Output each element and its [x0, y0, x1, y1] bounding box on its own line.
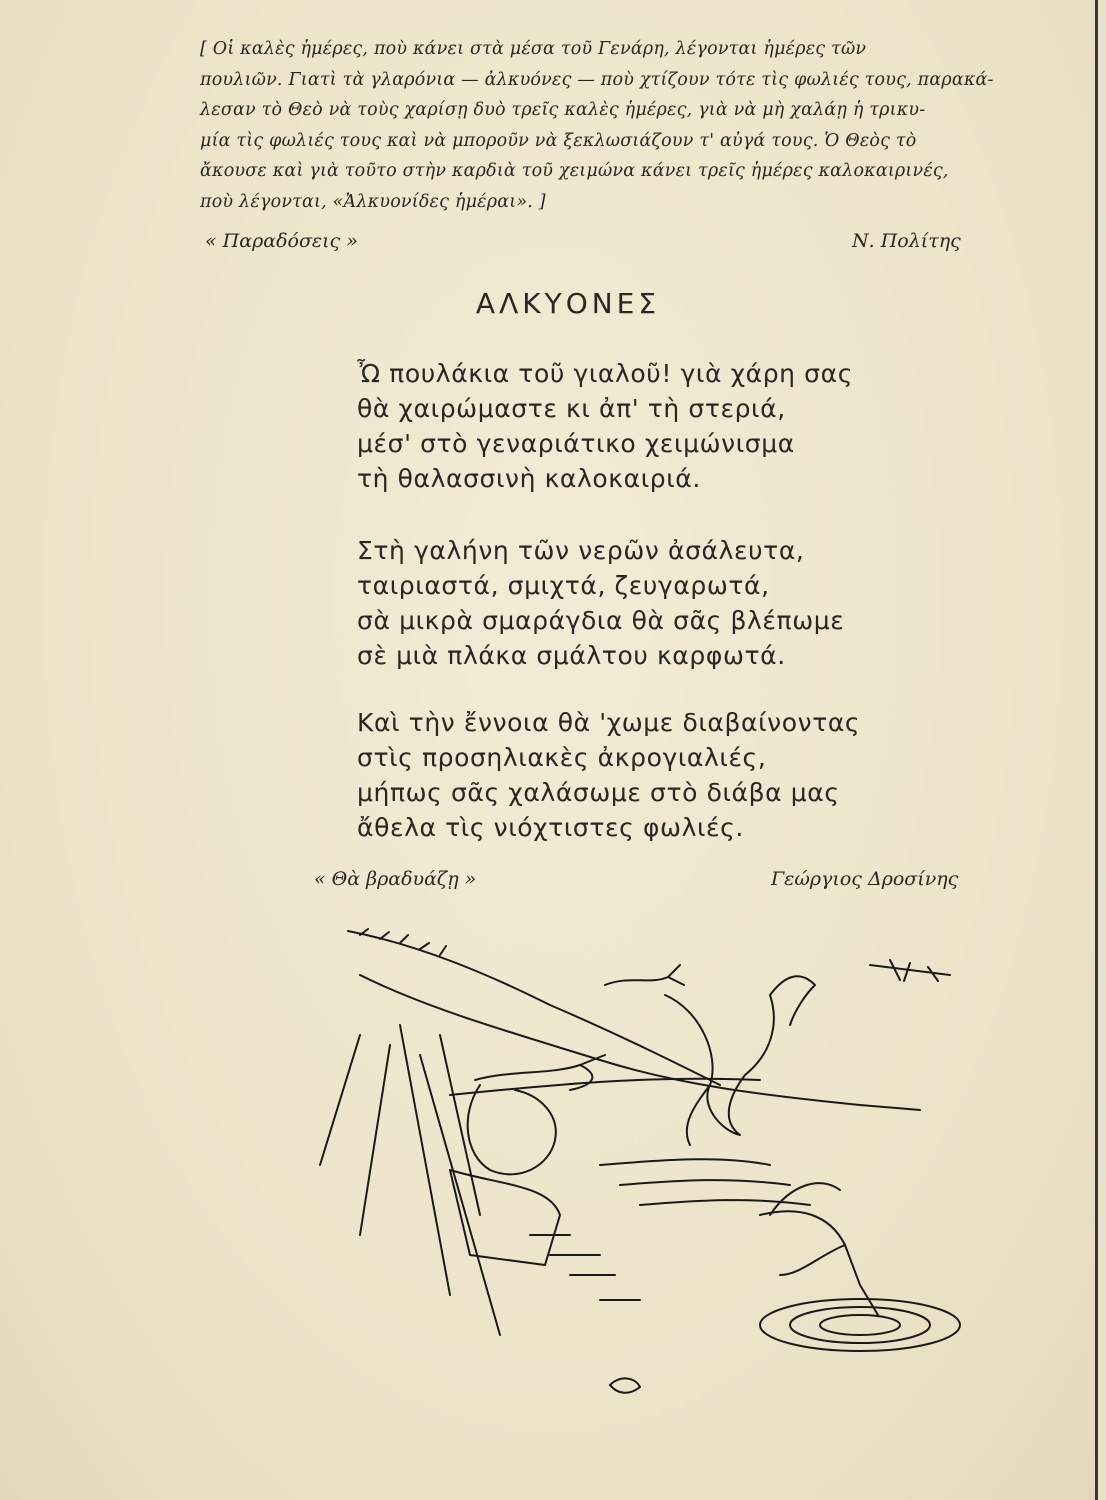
intro-line: ποὺ λέγονται, «Ἀλκυονίδες ἡμέραι». ] [200, 191, 546, 212]
poem-line: ταιριαστά, σμιχτά, ζευγαρωτά, [357, 571, 770, 600]
poem-line: Καὶ τὴν ἔννοια θὰ 'χωμε διαβαίνοντας [357, 708, 861, 737]
intro-line: πουλιῶν. Γιατὶ τὰ γλαρόνια — ἀλκυόνες — ποὺ χτίζουν τότε τὶς φωλιές τους, παρακά- [200, 69, 994, 90]
fish [605, 965, 684, 985]
branch [348, 931, 720, 1085]
intro-author: Ν. Πολίτης [852, 230, 961, 252]
kingfishers-drawing-icon [300, 915, 980, 1415]
intro-line: μία τὶς φωλιές τους καὶ νὰ μποροῦν νὰ ξεκλωσιάζουν τ' αὐγά τους. Ὁ Θεὸς τὸ [200, 130, 917, 151]
poem-title: ΑΛΚΥΟΝΕΣ [475, 287, 661, 320]
stanza-3 [357, 705, 860, 845]
poem-line: σὰ μικρὰ σμαράγδια θὰ σᾶς βλέπωμε [357, 606, 845, 635]
poem-line: τὴ θαλασσινὴ καλοκαιριά. [357, 464, 701, 493]
poem-source: « Θὰ βραδυάζῃ » [314, 868, 477, 890]
intro-line: ἄκουσε καὶ γιὰ τοῦτο στὴν καρδιὰ τοῦ χειμώνα κάνει τρεῖς ἡμέρες καλοκαιρινές, [200, 161, 949, 181]
poem-line: μέσ' στὸ γεναριάτικο χειμώνισμα [357, 429, 795, 458]
page-edge [1098, 0, 1106, 1500]
poem-line: ἄθελα τὶς νιόχτιστες φωλιές. [357, 813, 744, 842]
poem-line: μήπως σᾶς χαλάσωμε στὸ διάβα μας [357, 778, 840, 807]
stanza-2 [357, 533, 844, 673]
stanza-1 [357, 356, 853, 496]
intro-source: « Παραδόσεις » [205, 230, 358, 252]
poem-line: στὶς προσηλιακὲς ἀκρογιαλιές, [357, 743, 767, 772]
intro-line: [ Οἱ καλὲς ἡμέρες, ποὺ κάνει στὰ μέσα τοῦ Γενάρη, λέγονται ἡμέρες τῶν [200, 39, 867, 59]
poem-line: θὰ χαιρώμαστε κι ἀπ' τὴ στεριά, [357, 394, 786, 423]
intro-line: λεσαν τὸ Θεὸ νὰ τοὺς χαρίσῃ δυὸ τρεῖς καλὲς ἡμέρες, γιὰ νὰ μὴ χαλάῃ ἡ τρικυ- [200, 100, 926, 120]
poem-author: Γεώργιος Δροσίνης [771, 868, 959, 890]
binding-line [1095, 0, 1098, 1500]
poem-line: Ὦ πουλάκια τοῦ γιαλοῦ! γιὰ χάρη σας [357, 359, 853, 388]
poem-line: σὲ μιὰ πλάκα σμάλτου καρφωτά. [357, 641, 786, 670]
poem-line: Στὴ γαλήνη τῶν νερῶν ἀσάλευτα, [357, 536, 805, 565]
intro-paragraph [200, 34, 1100, 217]
